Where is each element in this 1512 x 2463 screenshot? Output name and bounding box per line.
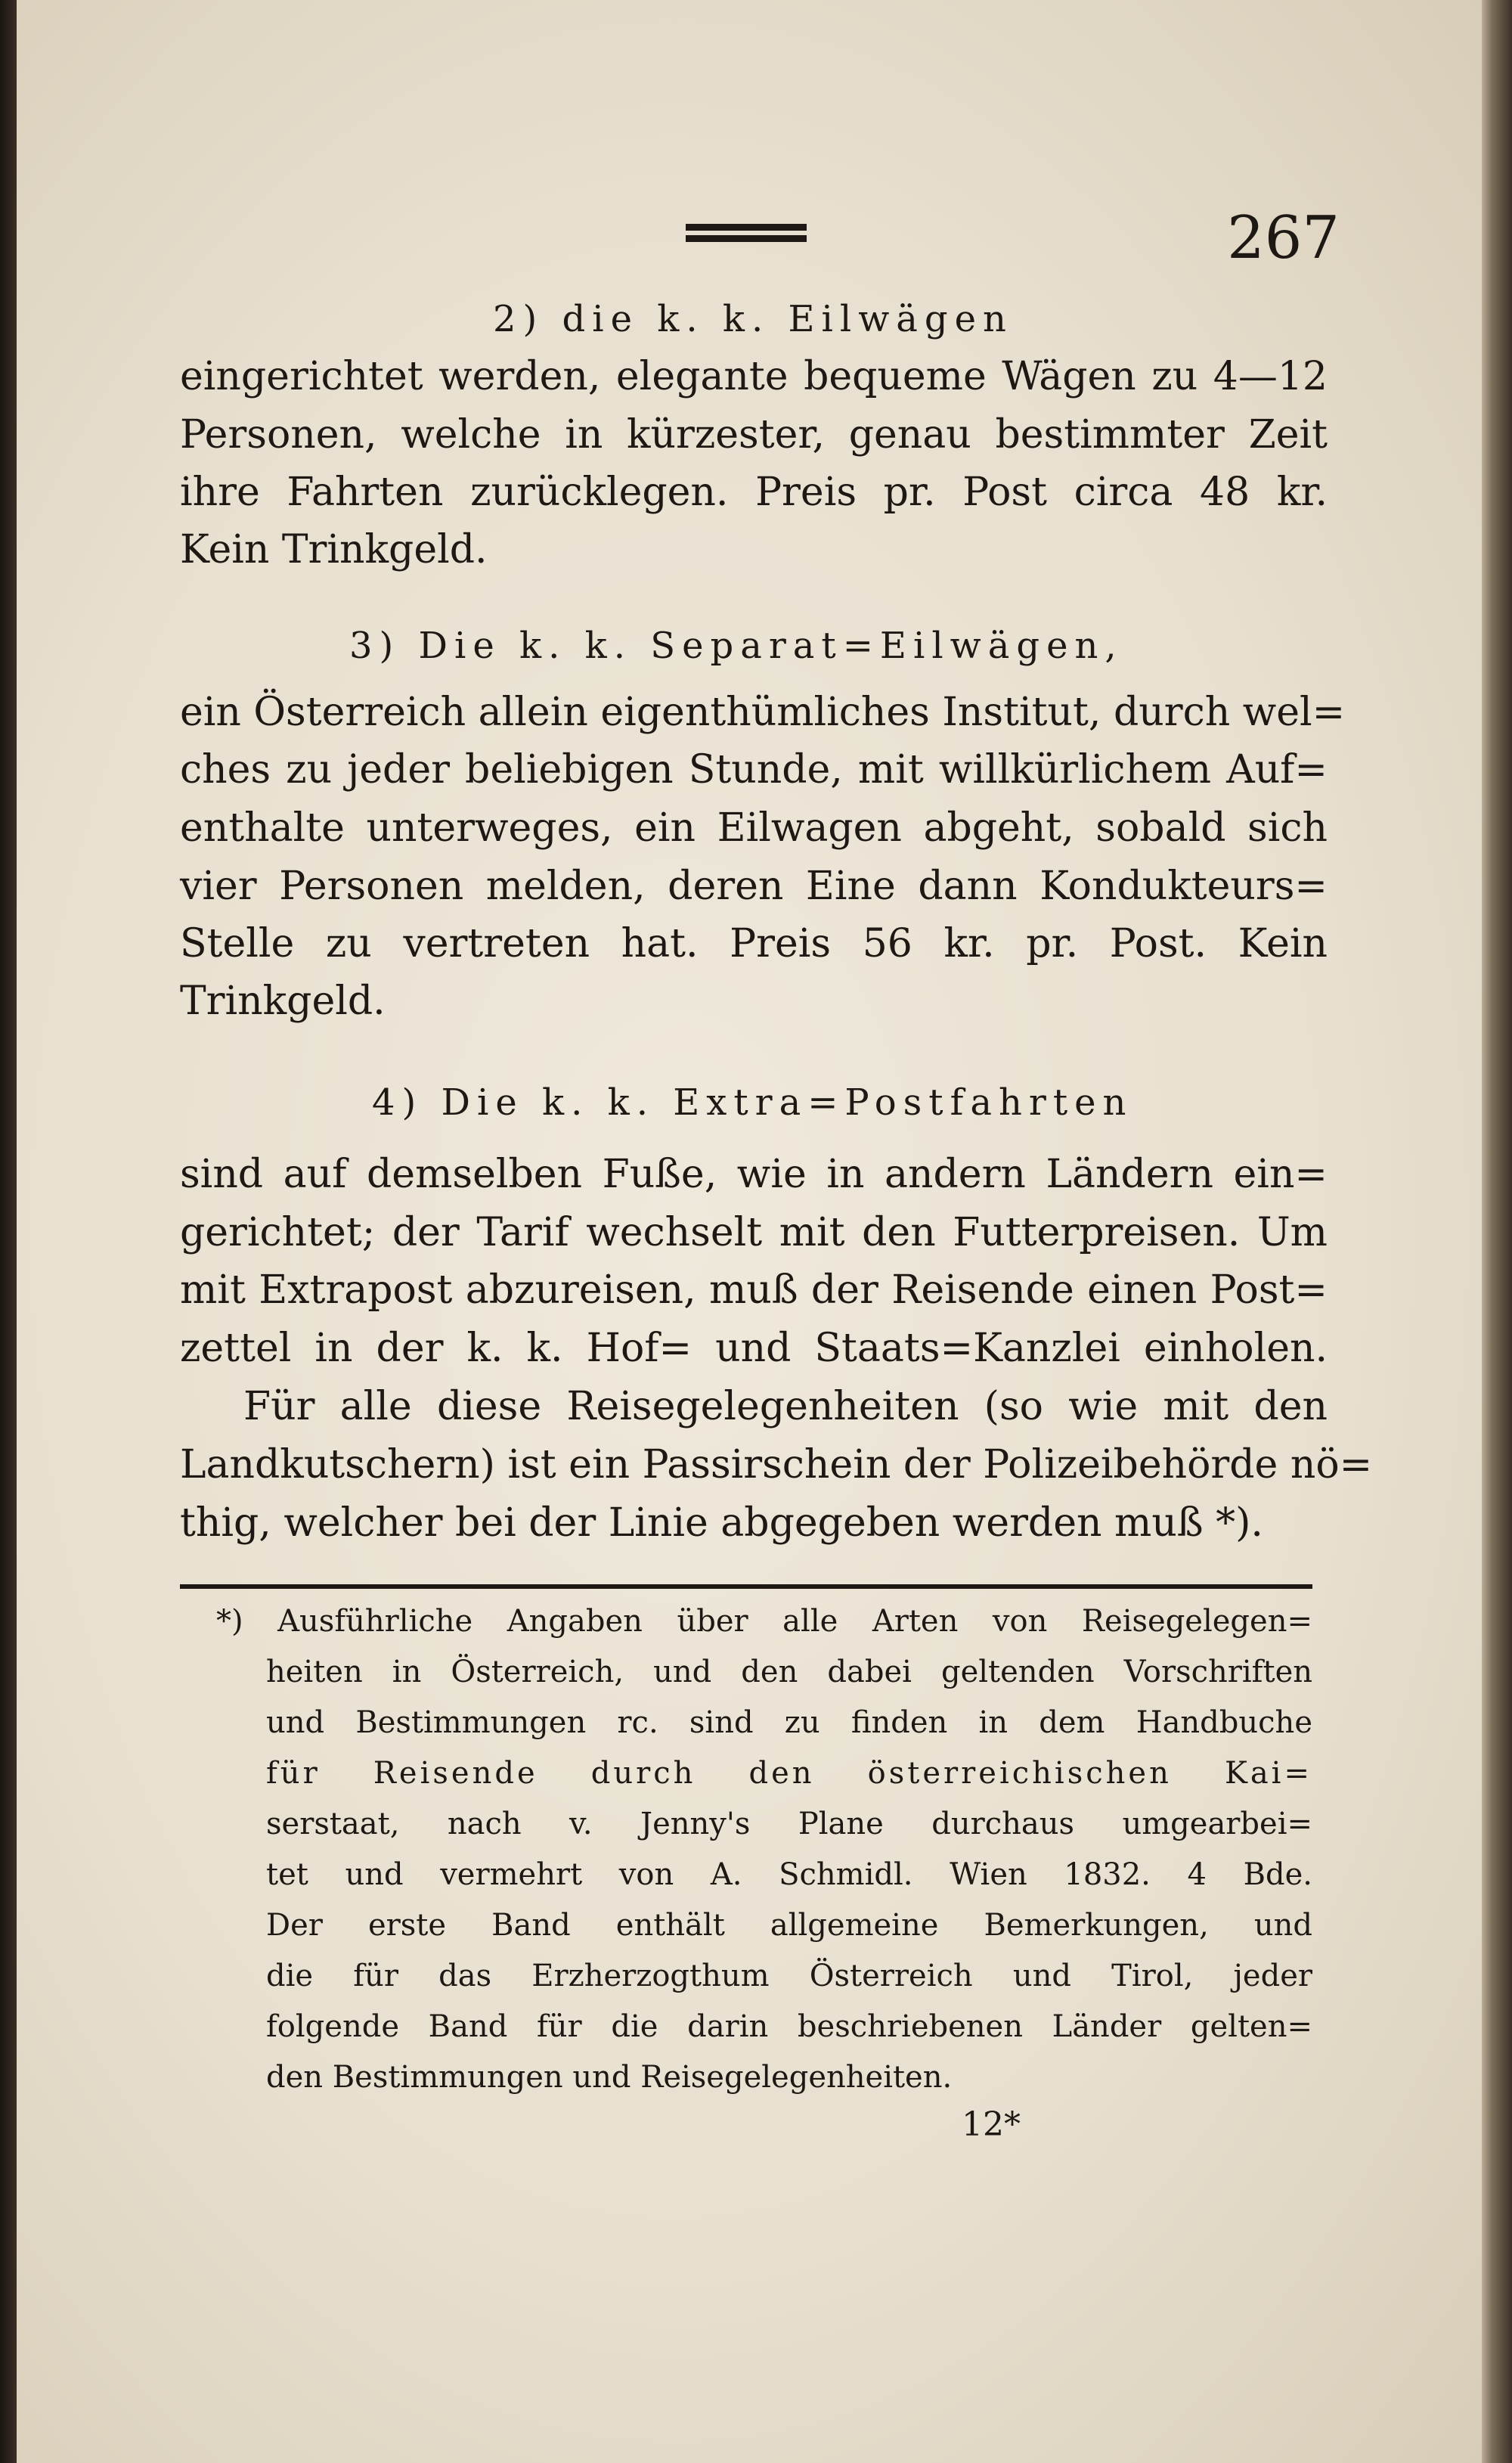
- footnote-line: für Reisende durch den österreichischen Kai=: [266, 1756, 1312, 1791]
- section-heading: 4) Die k. k. Extra=Postfahrten: [372, 1081, 1133, 1124]
- page-number: 267: [1227, 204, 1340, 272]
- text-line: Personen, welche in kürzester, genau bestimmter Zeit: [180, 412, 1328, 458]
- text-line: ches zu jeder beliebigen Stunde, mit willkürlichem Auf=: [180, 747, 1328, 793]
- section-heading: 3) Die k. k. Separat=Eilwägen,: [349, 625, 1123, 667]
- text-line: Trinkgeld.: [180, 979, 386, 1024]
- footnote-line: tet und vermehrt von A. Schmidl. Wien 1832. 4 Bde.: [266, 1857, 1312, 1892]
- footnote-line: heiten in Österreich, und den dabei geltenden Vorschriften: [266, 1655, 1312, 1689]
- footnote-line: folgende Band für die darin beschriebenen Länder gelten=: [266, 2009, 1312, 2044]
- text-line: gerichtet; der Tarif wechselt mit den Futterpreisen. Um: [180, 1210, 1328, 1255]
- text-line: zettel in der k. k. Hof= und Staats=Kanzlei einholen.: [180, 1326, 1328, 1371]
- page-edge: [1482, 0, 1512, 2463]
- footnote-line: und Bestimmungen rc. sind zu finden in dem Handbuche: [266, 1705, 1312, 1740]
- text-line: Für alle diese Reisegelegenheiten (so wie mit den: [243, 1384, 1328, 1429]
- text-line: sind auf demselben Fuße, wie in andern Ländern ein=: [180, 1152, 1328, 1197]
- text-line: vier Personen melden, deren Eine dann Kondukteurs=: [180, 864, 1328, 909]
- signature-mark: 12*: [962, 2105, 1021, 2144]
- header-rule-bar: [686, 224, 807, 231]
- header-rule: [686, 224, 807, 244]
- text-line: ein Österreich allein eigenthümliches Institut, durch wel=: [180, 690, 1346, 735]
- footnote-rule: [180, 1584, 1312, 1589]
- text-line: mit Extrapost abzureisen, muß der Reisende einen Post=: [180, 1267, 1328, 1313]
- header-rule-bar: [686, 235, 807, 242]
- footnote-line: den Bestimmungen und Reisegelegenheiten.: [266, 2060, 953, 2095]
- footnote-line: Der erste Band enthält allgemeine Bemerkungen, und: [266, 1908, 1312, 1943]
- text-line: ihre Fahrten zurücklegen. Preis pr. Post circa 48 kr.: [180, 470, 1328, 515]
- section-heading: 2) die k. k. Eilwägen: [493, 298, 1013, 340]
- book-gutter: [0, 0, 17, 2463]
- text-line: thig, welcher bei der Linie abgegeben werden muß *).: [180, 1500, 1263, 1546]
- text-line: Landkutschern) ist ein Passirschein der Polizeibehörde nö=: [180, 1442, 1373, 1487]
- footnote-line: die für das Erzherzogthum Österreich und Tirol, jeder: [266, 1959, 1312, 1993]
- text-line: Stelle zu vertreten hat. Preis 56 kr. pr. Post. Kein: [180, 921, 1328, 966]
- footnote-line: *) Ausführliche Angaben über alle Arten von Reisegelegen=: [216, 1604, 1312, 1639]
- book-page: [17, 0, 1482, 2463]
- text-line: enthalte unterweges, ein Eilwagen abgeht, sobald sich: [180, 805, 1328, 851]
- text-line: Kein Trinkgeld.: [180, 527, 488, 572]
- text-line: eingerichtet werden, elegante bequeme Wägen zu 4—12: [180, 354, 1328, 399]
- footnote-line: serstaat, nach v. Jenny's Plane durchaus umgearbei=: [266, 1807, 1312, 1841]
